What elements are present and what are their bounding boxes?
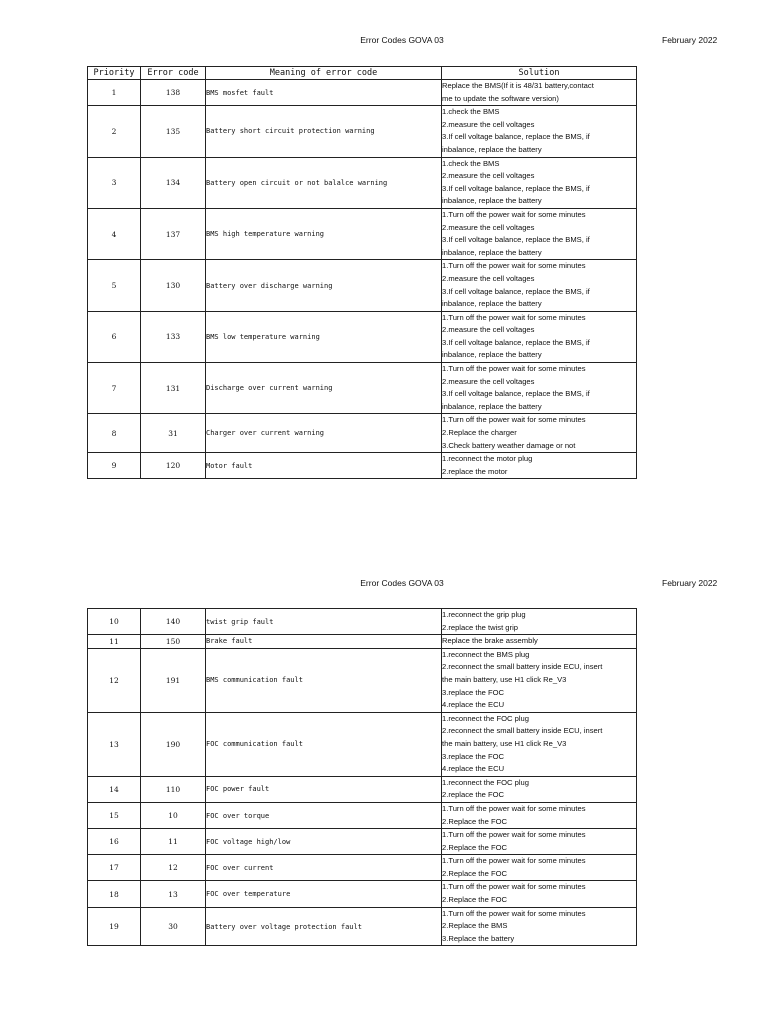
solution-cell xyxy=(442,453,637,479)
solution-line: 1.reconnect the grip plug xyxy=(442,610,526,619)
solution-cell xyxy=(442,802,637,828)
page-2-title: Error Codes GOVA 03 xyxy=(360,578,444,588)
table-row xyxy=(88,260,637,311)
table-row xyxy=(88,802,637,828)
solution-line: 1.reconnect the BMS plug xyxy=(442,649,530,659)
solution-line: the main battery, use H1 click Re_V3 xyxy=(442,738,567,748)
meaning-cell: Battery open circuit or not balalce warning xyxy=(206,157,442,208)
solution-line: the main battery, use H1 click Re_V3 xyxy=(442,674,567,684)
solution-line: 3.replace the FOC xyxy=(442,687,505,697)
priority-cell: 8 xyxy=(88,414,141,453)
solution-cell xyxy=(442,855,637,881)
priority-cell: 3 xyxy=(88,157,141,208)
solution-cell xyxy=(442,157,637,208)
solution-line: 1.Turn off the power wait for some minutes xyxy=(442,364,586,374)
solution-line: 2.replace the twist grip xyxy=(442,622,518,632)
error-code-cell: 135 xyxy=(141,106,206,157)
error-code-cell: 11 xyxy=(141,829,206,855)
meaning-cell: Battery short circuit protection warning xyxy=(206,106,442,157)
solution-cell xyxy=(442,208,637,259)
error-code-table-1 xyxy=(87,66,637,479)
solution-line: inbalance, replace the battery xyxy=(442,247,542,257)
solution-line: 1.reconnect the motor plug xyxy=(442,454,533,464)
solution-cell xyxy=(442,609,637,635)
priority-cell: 6 xyxy=(88,311,141,362)
solution-line: inbalance, replace the battery xyxy=(442,401,542,411)
solution-line: 4.replace the ECU xyxy=(442,764,505,774)
meaning-cell: Brake fault xyxy=(206,635,442,649)
page-2-date: February 2022 xyxy=(662,578,718,588)
solution-line: 2.measure the cell voltages xyxy=(442,222,535,232)
error-code-cell: 131 xyxy=(141,363,206,414)
priority-cell: 5 xyxy=(88,260,141,311)
table-row xyxy=(88,106,637,157)
solution-line: Replace the BMS(If it is 48/31 battery,contact xyxy=(442,81,594,90)
meaning-cell: Motor fault xyxy=(206,453,442,479)
solution-line: 4.replace the ECU xyxy=(442,700,505,710)
page-1-title: Error Codes GOVA 03 xyxy=(360,35,444,45)
table-row xyxy=(88,855,637,881)
solution-line: 2.replace the FOC xyxy=(442,790,505,800)
meaning-cell: FOC communication fault xyxy=(206,712,442,776)
solution-line: 1.check the BMS xyxy=(442,107,500,117)
solution-line: inbalance, replace the battery xyxy=(442,299,542,309)
meaning-cell: Battery over discharge warning xyxy=(206,260,442,311)
solution-line: 3.If cell voltage balance, replace the BMS, if xyxy=(442,389,590,399)
col-header-solution: Solution xyxy=(442,67,637,80)
solution-line: 3.If cell voltage balance, replace the BMS, if xyxy=(442,183,590,193)
solution-line: 2.reconnect the small battery inside ECU, insert xyxy=(442,662,603,672)
meaning-cell: FOC over torque xyxy=(206,802,442,828)
meaning-cell: BMS low temperature warning xyxy=(206,311,442,362)
solution-line: inbalance, replace the battery xyxy=(442,196,542,206)
meaning-cell: Battery over voltage protection fault xyxy=(206,907,442,946)
solution-line: 2.measure the cell voltages xyxy=(442,171,535,181)
meaning-cell: BMS mosfet fault xyxy=(206,80,442,106)
priority-cell: 12 xyxy=(88,648,141,712)
meaning-cell: Charger over current warning xyxy=(206,414,442,453)
solution-line: 1.Turn off the power wait for some minutes xyxy=(442,803,586,813)
meaning-cell: FOC over temperature xyxy=(206,881,442,907)
solution-line: 1.Turn off the power wait for some minutes xyxy=(442,209,586,219)
solution-line: 2.replace the motor xyxy=(442,466,508,476)
solution-cell xyxy=(442,648,637,712)
solution-line: 3.Check battery weather damage or not xyxy=(442,440,576,450)
solution-line: 3.If cell voltage balance, replace the BMS, if xyxy=(442,132,590,142)
priority-cell: 19 xyxy=(88,907,141,946)
solution-line: 2.measure the cell voltages xyxy=(442,376,535,386)
solution-line: 1.check the BMS xyxy=(442,158,500,168)
priority-cell: 7 xyxy=(88,363,141,414)
solution-line: 1.Turn off the power wait for some minutes xyxy=(442,856,586,866)
error-code-cell: 140 xyxy=(141,609,206,635)
solution-line: 1.Turn off the power wait for some minutes xyxy=(442,882,586,892)
error-code-cell: 134 xyxy=(141,157,206,208)
error-code-cell: 31 xyxy=(141,414,206,453)
error-code-cell: 110 xyxy=(141,776,206,802)
solution-line: inbalance, replace the battery xyxy=(442,350,542,360)
priority-cell: 17 xyxy=(88,855,141,881)
solution-cell xyxy=(442,260,637,311)
solution-cell xyxy=(442,776,637,802)
table-row xyxy=(88,776,637,802)
solution-line: 2.Replace the FOC xyxy=(442,895,507,905)
table-row xyxy=(88,881,637,907)
priority-cell: 2 xyxy=(88,106,141,157)
solution-line: 1.Turn off the power wait for some minutes xyxy=(442,312,586,322)
solution-line: 1.Turn off the power wait for some minutes xyxy=(442,908,586,918)
error-code-cell: 137 xyxy=(141,208,206,259)
priority-cell: 14 xyxy=(88,776,141,802)
error-code-cell: 133 xyxy=(141,311,206,362)
meaning-cell: FOC power fault xyxy=(206,776,442,802)
solution-line: Replace the brake assembly xyxy=(442,636,538,646)
table-row xyxy=(88,907,637,946)
solution-line: 2.Replace the BMS xyxy=(442,921,508,931)
solution-line: 2.Replace the FOC xyxy=(442,842,507,852)
solution-line: 1.Turn off the power wait for some minutes xyxy=(442,830,586,840)
priority-cell: 18 xyxy=(88,881,141,907)
solution-line: 2.measure the cell voltages xyxy=(442,273,535,283)
error-code-cell: 10 xyxy=(141,802,206,828)
solution-line: 2.reconnect the small battery inside ECU, insert xyxy=(442,726,603,736)
meaning-cell: Discharge over current warning xyxy=(206,363,442,414)
solution-cell xyxy=(442,106,637,157)
priority-cell: 1 xyxy=(88,80,141,106)
solution-line: inbalance, replace the battery xyxy=(442,144,542,154)
meaning-cell: FOC over current xyxy=(206,855,442,881)
priority-cell: 4 xyxy=(88,208,141,259)
error-code-table-2 xyxy=(87,608,637,946)
page-1-date: February 2022 xyxy=(662,35,718,45)
solution-cell xyxy=(442,80,637,106)
solution-cell xyxy=(442,363,637,414)
priority-cell: 9 xyxy=(88,453,141,479)
table-row xyxy=(88,712,637,776)
table-row xyxy=(88,414,637,453)
error-code-cell: 138 xyxy=(141,80,206,106)
solution-line: 1.Turn off the power wait for some minutes xyxy=(442,415,586,425)
error-code-cell: 191 xyxy=(141,648,206,712)
solution-cell xyxy=(442,907,637,946)
table-row xyxy=(88,311,637,362)
priority-cell: 15 xyxy=(88,802,141,828)
solution-cell xyxy=(442,311,637,362)
table-row xyxy=(88,80,637,106)
col-header-error-code: Error code xyxy=(141,67,206,80)
col-header-meaning: Meaning of error code xyxy=(206,67,442,80)
meaning-cell: BMS high temperature warning xyxy=(206,208,442,259)
table-row xyxy=(88,208,637,259)
solution-line: 3.Replace the battery xyxy=(442,933,515,943)
error-code-cell: 30 xyxy=(141,907,206,946)
solution-line: 2.measure the cell voltages xyxy=(442,325,535,335)
table-row xyxy=(88,635,637,649)
col-header-priority: Priority xyxy=(88,67,141,80)
solution-cell xyxy=(442,635,637,649)
solution-cell xyxy=(442,712,637,776)
solution-line: 3.If cell voltage balance, replace the BMS, if xyxy=(442,286,590,296)
solution-line: 2.Replace the FOC xyxy=(442,816,507,826)
priority-cell: 16 xyxy=(88,829,141,855)
meaning-cell: FOC voltage high/low xyxy=(206,829,442,855)
solution-line: 2.Replace the charger xyxy=(442,428,517,438)
error-code-cell: 190 xyxy=(141,712,206,776)
table-row xyxy=(88,609,637,635)
solution-line: me to update the software version) xyxy=(442,93,559,103)
table-row xyxy=(88,648,637,712)
table-row xyxy=(88,363,637,414)
error-code-cell: 13 xyxy=(141,881,206,907)
meaning-cell: twist grip fault xyxy=(206,609,442,635)
meaning-cell: BMS communication fault xyxy=(206,648,442,712)
error-code-cell: 130 xyxy=(141,260,206,311)
solution-cell xyxy=(442,881,637,907)
table-header-row xyxy=(88,67,637,80)
table-row xyxy=(88,829,637,855)
table-row xyxy=(88,157,637,208)
solution-line: 3.If cell voltage balance, replace the BMS, if xyxy=(442,337,590,347)
solution-line: 2.Replace the FOC xyxy=(442,868,507,878)
priority-cell: 13 xyxy=(88,712,141,776)
solution-line: 1.reconnect the FOC plug xyxy=(442,777,529,787)
error-code-cell: 150 xyxy=(141,635,206,649)
table-row xyxy=(88,453,637,479)
solution-line: 2.measure the cell voltages xyxy=(442,119,535,129)
priority-cell: 10 xyxy=(88,609,141,635)
solution-cell xyxy=(442,414,637,453)
solution-cell xyxy=(442,829,637,855)
solution-line: 3.If cell voltage balance, replace the BMS, if xyxy=(442,235,590,245)
error-code-cell: 120 xyxy=(141,453,206,479)
solution-line: 1.Turn off the power wait for some minutes xyxy=(442,261,586,271)
solution-line: 3.replace the FOC xyxy=(442,751,505,761)
error-code-cell: 12 xyxy=(141,855,206,881)
priority-cell: 11 xyxy=(88,635,141,649)
solution-line: 1.reconnect the FOC plug xyxy=(442,713,529,723)
